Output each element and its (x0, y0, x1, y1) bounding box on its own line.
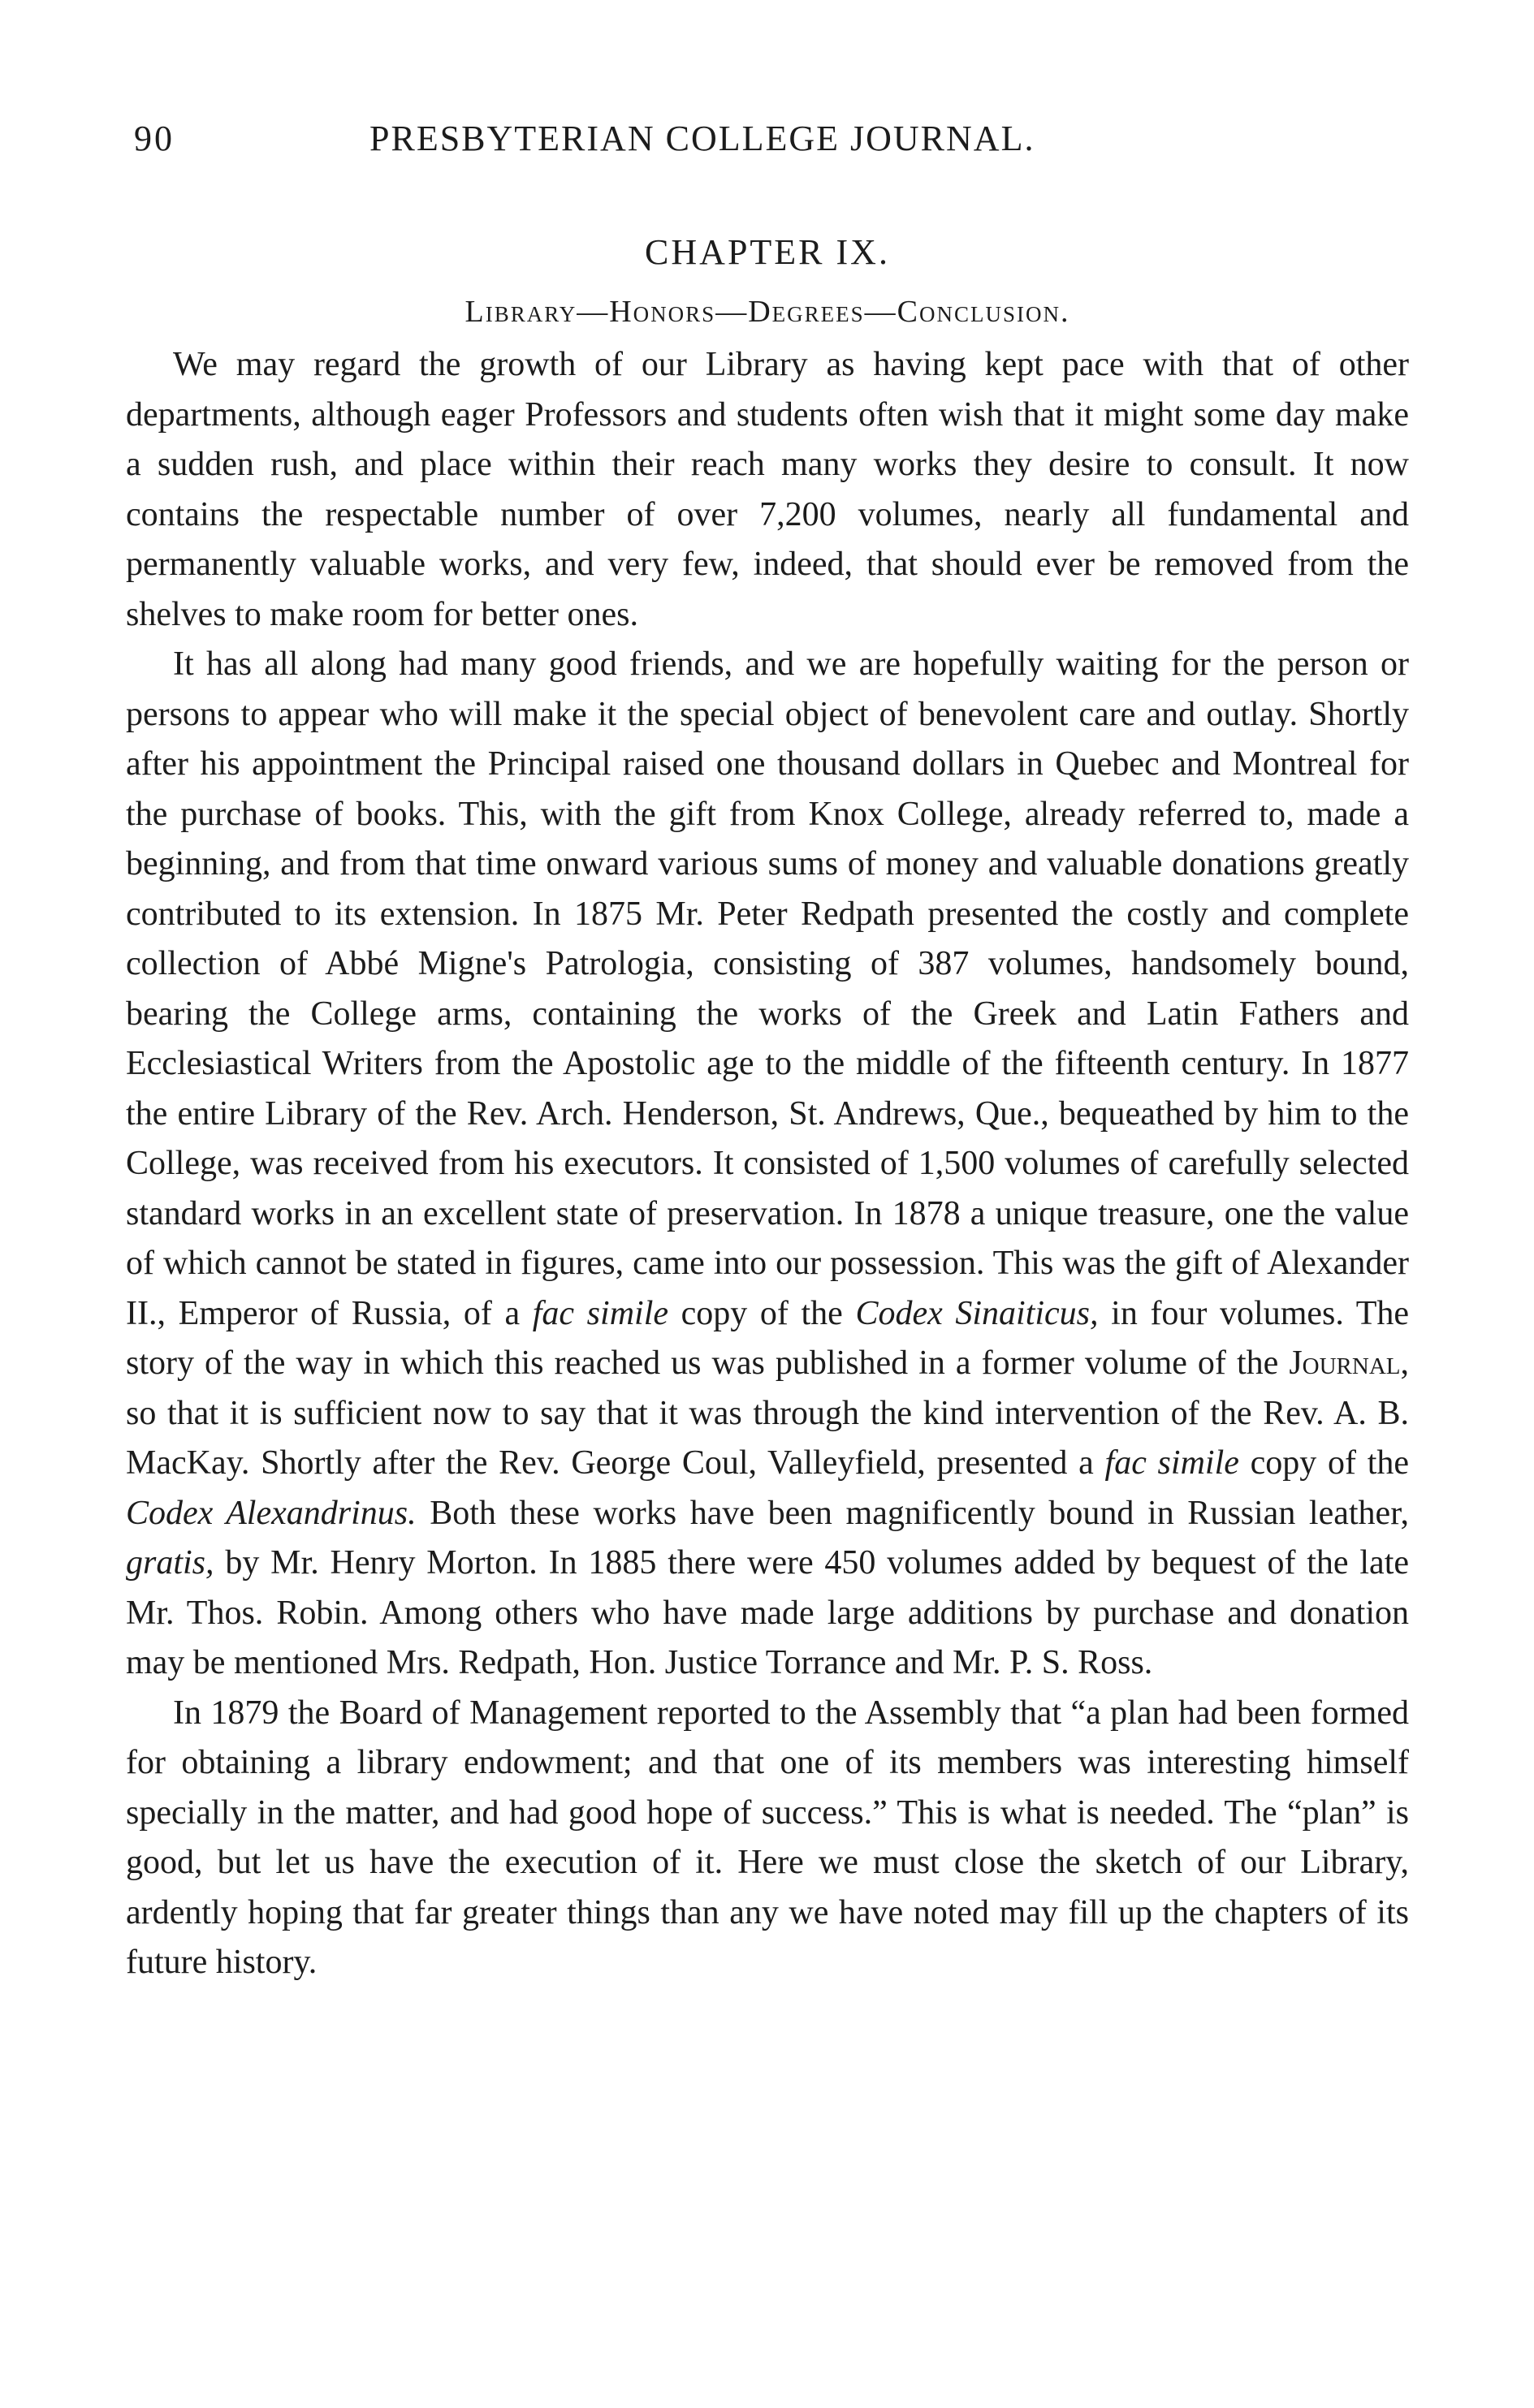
running-head (126, 118, 1409, 175)
paragraph-text: It has all along had many good friends, and we are hopefully waiting for the person or persons to appear who will make it the special object of benevolent care and outlay. Shortly after his appointment the Principal raised one thousand dollars in Quebec and Montreal for the purchase of books. This, with the gift from Knox College, already referred to, made a beginning, and from that time onward various sums of money and valuable donations greatly contributed to its extension. In 1875 Mr. Peter Redpath presented the costly and complete collection of Abbé Migne's Patrologia, consisting of 387 volumes, handsomely bound, bearing the College arms, containing the works of the Greek and Latin Fathers and Ecclesiastical Writers from the Apostolic age to the middle of the fifteenth century. In 1877 the entire Library of the Rev. Arch. Henderson, St. Andrews, Que., bequeathed by him to the College, was received from his executors. It consisted of 1,500 volumes of carefully selected standard works in an excellent state of preservation. In 1878 a unique treasure, one the value of which cannot be stated in figures, came into our possession. This was the gift of Alexander II., Emperor of Russia, of a (126, 645, 1409, 1332)
paragraph-text: copy of the (681, 1294, 843, 1332)
paragraph-text: so that it is sufficient now to say that it was through the kind intervention of the Rev. A. B. MacKay. Shortly after the Rev. George Coul, Valleyfield, presented a (126, 1394, 1409, 1482)
page-number: 90 (134, 119, 175, 158)
chapter-heading: CHAPTER IX. (645, 232, 890, 272)
paragraph-library-endowment: In 1879 the Board of Management reported to the Assembly that “a plan had been formed for obtaining a library endowment; and that one of its members was interesting himself specially in the matter, and had good hope of success.” This is what is needed. The “plan” is good, but let us have the execution of it. Here we must close the sketch of our Library, ardently hoping that far greater things than any we have noted may fill up the chapters of its future history. (126, 1694, 1409, 1981)
chapter-subtitle: Library—Honors—Degrees—Conclusion. (465, 295, 1070, 329)
page (126, 118, 1409, 1988)
paragraph-library-growth: We may regard the growth of our Library as having kept pace with that of other departments, although eager Professors and students often wish that it might some day make a sudden rush, and place within their reach many works they desire to consult. It now contains the respectable number of over 7,200 volumes, nearly all fundamental and permanently valuable works, and very few, indeed, that should ever be removed from the shelves to make room for better ones. (126, 346, 1409, 633)
journal-reference: Journal, (1289, 1344, 1409, 1382)
italic-term: Codex Alexandrinus. (126, 1494, 417, 1532)
italic-term: gratis, (126, 1544, 214, 1582)
paragraph-library-friends (126, 640, 1409, 1689)
paragraph-text: Both these works have been magnificently bound in Russian leather, (430, 1494, 1409, 1532)
paragraph-text: by Mr. Henry Morton. In 1885 there were 450 volumes added by bequest of the late Mr. Thos. Robin. Among others who have made large additions by purchase and donation may be mentioned Mrs. Redpath, Hon. Justice Torrance and Mr. P. S. Ross. (126, 1544, 1409, 1681)
italic-term: fac simile (532, 1294, 669, 1332)
italic-term: fac simile (1104, 1444, 1239, 1482)
italic-term: Codex Sinaiticus, (855, 1294, 1099, 1332)
paragraph-text: in four volumes. The story of the way in which this reached us was published in a former volume of the (126, 1294, 1410, 1382)
journal-title: PRESBYTERIAN COLLEGE JOURNAL. (369, 119, 1035, 158)
paragraph-text: copy of the (1250, 1444, 1410, 1482)
